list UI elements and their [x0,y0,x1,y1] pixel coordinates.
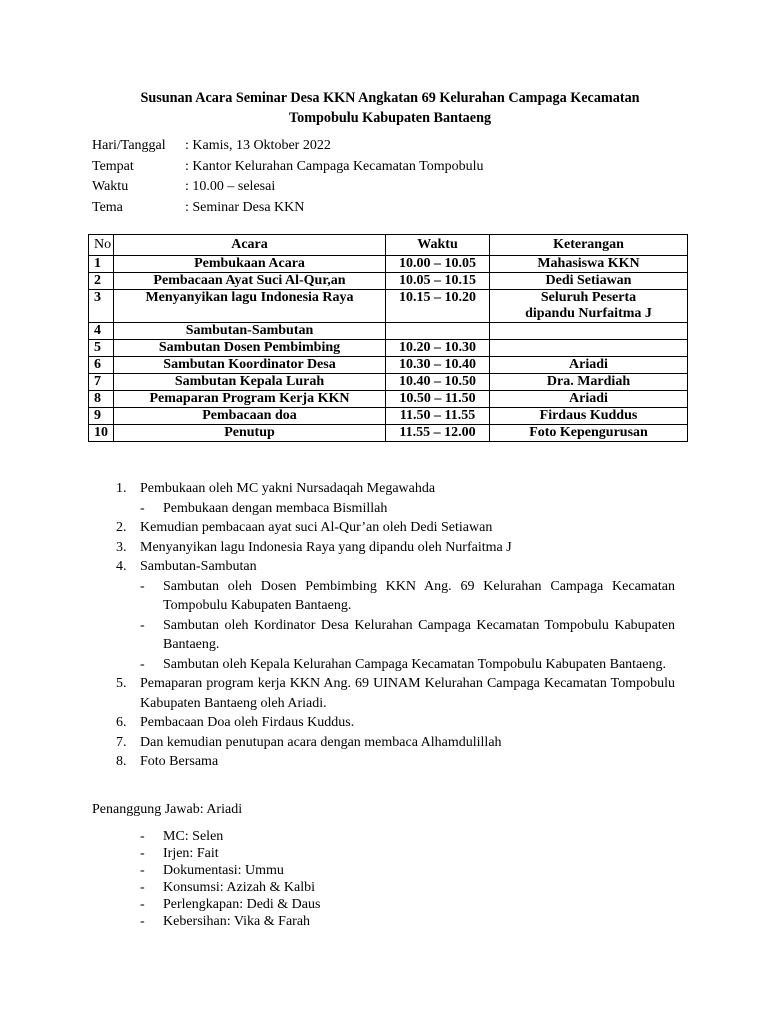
dash-bullet: - [140,846,145,861]
info-value: : Seminar Desa KKN [185,199,305,215]
cell-keterangan: Dedi Setiawan [490,273,688,290]
keterangan-line-1: Seluruh Peserta [540,290,637,305]
document-title [92,88,688,128]
penanggung-jawab: Penanggung Jawab: Ariadi [92,802,243,817]
sub-text: Sambutan oleh Dosen Pembimbing KKN Ang. 69 Kelurahan Campaga Kecamatan Tompobulu Kabupaten Bantaeng. [163,578,675,613]
cell-acara: Sambutan-Sambutan [114,323,386,340]
cell-keterangan: Foto Kepengurusan [490,425,688,442]
cell-waktu: 10.05 – 10.15 [386,273,490,290]
list-text: Dan kemudian penutupan acara dengan membaca Alhamdulillah [140,734,502,750]
sub-item [140,499,675,519]
dash-bullet: - [140,656,145,672]
sub-item [140,655,675,675]
cell-keterangan [490,323,688,340]
info-key: Tema [92,199,123,215]
dash-bullet: - [140,617,145,633]
list-item [116,674,675,713]
list-text: Pemaparan program kerja KKN Ang. 69 UINAM Kelurahan Campaga Kecamatan Tompobulu Kabupaten Bantaeng oleh Ariadi. [140,676,675,711]
list-text: Pembacaan Doa oleh Firdaus Kuddus. [140,715,355,730]
dash-bullet: - [140,897,145,912]
keterangan-line-2: dipandu Nurfaitma J [525,306,652,321]
cell-no: 4 [89,323,114,340]
team-item [140,845,320,862]
info-key: Hari/Tanggal [92,138,166,153]
info-value: : 10.00 – selesai [185,179,276,194]
list-item [116,479,675,518]
cell-waktu: 10.50 – 11.50 [386,391,490,408]
cell-no: 2 [89,273,114,290]
team-text: Irjen: Fait [163,846,219,861]
cell-no: 3 [89,290,114,323]
list-number: 3. [116,539,127,555]
sub-text: Pembukaan dengan membaca Bismillah [163,500,388,516]
team-item [140,828,320,845]
team-item [140,896,320,913]
title-line-2: Tompobulu Kabupaten Bantaeng [288,110,492,126]
list-text: Menyanyikan lagu Indonesia Raya yang dipandu oleh Nurfaitma J [140,539,512,555]
dash-bullet: - [140,863,145,878]
list-text: Kemudian pembacaan ayat suci Al-Qur’an oleh Dedi Setiawan [140,520,493,535]
team-text: Kebersihan: Vika & Farah [163,914,311,929]
header-no: No [89,235,114,256]
list-text: Foto Bersama [140,754,219,769]
header-waktu: Waktu [386,235,490,256]
info-row-time [92,177,484,198]
table-row [89,408,688,425]
list-item [116,518,675,538]
cell-no: 6 [89,357,114,374]
cell-acara: Pembukaan Acara [114,256,386,273]
cell-no: 7 [89,374,114,391]
cell-waktu: 10.15 – 10.20 [386,290,490,323]
dash-bullet: - [140,829,145,844]
cell-no: 1 [89,256,114,273]
cell-waktu [386,323,490,340]
dash-bullet: - [140,880,145,895]
table-row [89,374,688,391]
list-item [116,713,675,733]
list-number: 6. [116,715,127,730]
cell-no: 8 [89,391,114,408]
table-row [89,340,688,357]
info-value: : Kamis, 13 Oktober 2022 [185,138,331,153]
cell-keterangan: Mahasiswa KKN [490,256,688,273]
list-item [116,557,675,674]
list-number: 1. [116,481,127,496]
team-item [140,913,320,930]
sub-text: Sambutan oleh Kordinator Desa Kelurahan Campaga Kecamatan Tompobulu Kabupaten Bantaeng. [163,617,675,652]
cell-acara: Sambutan Dosen Pembimbing [114,340,386,357]
list-number: 2. [116,520,127,535]
cell-waktu: 10.40 – 10.50 [386,374,490,391]
cell-acara: Pemaparan Program Kerja KKN [114,391,386,408]
team-text: Perlengkapan: Dedi & Daus [163,897,321,912]
cell-no: 5 [89,340,114,357]
table-row [89,357,688,374]
table-row [89,425,688,442]
info-row-date [92,136,484,157]
team-list [140,828,320,930]
info-key: Tempat [92,158,134,174]
cell-keterangan [490,290,688,323]
header-acara: Acara [114,235,386,256]
list-item [116,538,675,558]
team-text: MC: Selen [163,829,224,844]
header-keterangan: Keterangan [490,235,688,256]
list-number: 7. [116,734,127,750]
dash-bullet: - [140,500,145,516]
list-text: Sambutan-Sambutan [140,559,257,574]
table-row [89,391,688,408]
table-header-row [89,235,688,256]
team-text: Konsumsi: Azizah & Kalbi [163,880,316,895]
sub-item [140,616,675,655]
info-row-place [92,157,484,178]
cell-waktu: 10.30 – 10.40 [386,357,490,374]
table-row [89,256,688,273]
cell-acara: Sambutan Kepala Lurah [114,374,386,391]
cell-acara: Pembacaan Ayat Suci Al-Qur,an [114,273,386,290]
list-item [116,733,675,753]
team-text: Dokumentasi: Ummu [163,863,284,878]
list-number: 8. [116,754,127,769]
dash-bullet: - [140,578,145,594]
info-key: Waktu [92,179,129,194]
list-item [116,752,675,772]
event-info [92,136,484,218]
cell-acara: Penutup [114,425,386,442]
cell-acara: Sambutan Koordinator Desa [114,357,386,374]
agenda-list [116,479,675,772]
table-row [89,273,688,290]
cell-keterangan [490,340,688,357]
cell-waktu: 10.00 – 10.05 [386,256,490,273]
info-value: : Kantor Kelurahan Campaga Kecamatan Tompobulu [185,158,484,174]
cell-waktu: 11.55 – 12.00 [386,425,490,442]
cell-waktu: 11.50 – 11.55 [386,408,490,425]
schedule-table [88,234,688,442]
list-text: Pembukaan oleh MC yakni Nursadaqah Megawahda [140,481,436,496]
cell-keterangan: Dra. Mardiah [490,374,688,391]
table-row [89,323,688,340]
cell-no: 9 [89,408,114,425]
cell-keterangan: Ariadi [490,357,688,374]
dash-bullet: - [140,914,145,929]
team-item [140,879,320,896]
list-number: 4. [116,559,127,574]
table-row [89,290,688,323]
cell-keterangan: Firdaus Kuddus [490,408,688,425]
sub-text: Sambutan oleh Kepala Kelurahan Campaga Kecamatan Tompobulu Kabupaten Bantaeng. [163,656,666,672]
team-item [140,862,320,879]
title-line-1: Susunan Acara Seminar Desa KKN Angkatan 69 Kelurahan Campaga Kecamatan [140,90,640,106]
cell-waktu: 10.20 – 10.30 [386,340,490,357]
cell-keterangan: Ariadi [490,391,688,408]
cell-acara: Pembacaan doa [114,408,386,425]
cell-acara: Menyanyikan lagu Indonesia Raya [114,290,386,323]
sub-item [140,577,675,616]
list-number: 5. [116,676,127,691]
cell-no: 10 [89,425,114,442]
info-row-theme [92,198,484,219]
